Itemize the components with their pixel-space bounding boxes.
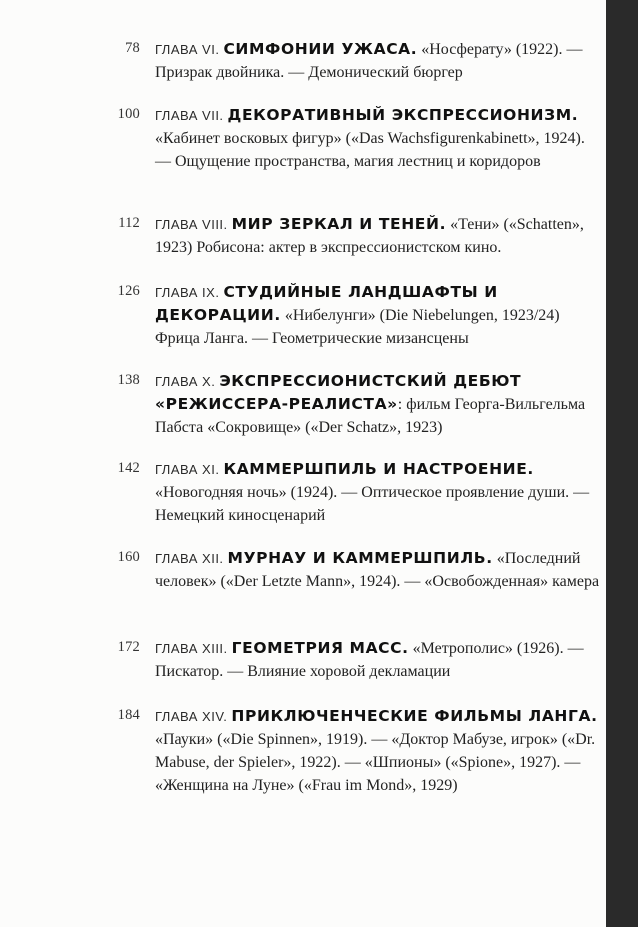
page-number: 160 xyxy=(117,549,140,565)
chapter-label: ГЛАВА XI. xyxy=(155,462,220,477)
entry-body xyxy=(155,705,600,797)
page-number: 112 xyxy=(118,215,140,231)
entry-body xyxy=(155,547,600,593)
page-number: 138 xyxy=(117,372,140,388)
page-number: 184 xyxy=(117,707,140,723)
chapter-title: ПРИКЛЮЧЕНЧЕСКИЕ ФИЛЬМЫ ЛАНГА. xyxy=(231,707,598,725)
page-number: 78 xyxy=(125,40,140,56)
chapter-description: «Последний человек» («Der Letzte Mann», 1924). — «Освобожденная» камера xyxy=(155,550,600,590)
chapter-title: СТУДИЙНЫЕ ЛАНДШАФТЫ И ДЕКОРАЦИИ. xyxy=(155,283,498,324)
chapter-title: ЭКСПРЕССИОНИСТСКИЙ ДЕБЮТ «РЕЖИССЕРА-РЕАЛИСТА» xyxy=(155,372,522,413)
chapter-description: «Нибелунги» (Die Niebelungen, 1923/24) Фрица Ланга. — Геометрические мизансцены xyxy=(155,307,560,347)
chapter-title: МУРНАУ И КАММЕРШПИЛЬ. xyxy=(227,549,493,567)
chapter-description: «Метрополис» (1926). — Пискатор. — Влияние хоровой декламации xyxy=(155,640,584,680)
chapter-title: СИМФОНИИ УЖАСА. xyxy=(223,40,418,58)
chapter-label: ГЛАВА XIII. xyxy=(155,641,228,656)
book-spine-edge xyxy=(606,0,638,927)
entry-body xyxy=(155,637,600,683)
chapter-label: ГЛАВА XIV. xyxy=(155,709,228,724)
entry-body xyxy=(155,281,600,350)
chapter-description: «Тени» («Schatten», 1923) Робисона: актер в экспрессионистском кино. xyxy=(155,216,584,256)
entry-body xyxy=(155,38,600,84)
page-number: 100 xyxy=(117,106,140,122)
page-number: 126 xyxy=(117,283,140,299)
chapter-label: ГЛАВА VII. xyxy=(155,108,224,123)
chapter-title: МИР ЗЕРКАЛ И ТЕНЕЙ. xyxy=(231,215,447,233)
page-number: 172 xyxy=(117,639,140,655)
chapter-title: ГЕОМЕТРИЯ МАСС. xyxy=(231,639,409,657)
entry-body xyxy=(155,213,600,259)
chapter-description: : фильм Георга-Вильгельма Пабста «Сокровище» («Der Schatz», 1923) xyxy=(155,396,586,436)
chapter-description: «Пауки» («Die Spinnen», 1919). — «Доктор Мабузе, игрок» («Dr. Mabuse, der Spieler», 1922). — «Шпионы» («Spione», 1927). — «Женщина на Луне» («Frau im Mond», 1929) xyxy=(155,731,596,794)
chapter-label: ГЛАВА IX. xyxy=(155,285,220,300)
chapter-title: ДЕКОРАТИВНЫЙ ЭКСПРЕССИОНИЗМ. xyxy=(227,106,579,124)
chapter-label: ГЛАВА VI. xyxy=(155,42,220,57)
chapter-label: ГЛАВА XII. xyxy=(155,551,224,566)
chapter-title: КАММЕРШПИЛЬ И НАСТРОЕНИЕ. xyxy=(223,460,534,478)
chapter-description: «Кабинет восковых фигур» («Das Wachsfigurenkabinett», 1924). — Ощущение пространства, магия лестниц и коридоров xyxy=(155,130,585,170)
entry-body xyxy=(155,458,600,527)
chapter-label: ГЛАВА X. xyxy=(155,374,216,389)
entry-body xyxy=(155,104,600,173)
chapter-description: «Новогодняя ночь» (1924). — Оптическое проявление души. — Немецкий киносценарий xyxy=(155,484,590,524)
chapter-description: «Носферату» (1922). — Призрак двойника. — Демонический бюргер xyxy=(155,41,583,81)
page-number: 142 xyxy=(117,460,140,476)
chapter-label: ГЛАВА VIII. xyxy=(155,217,228,232)
entry-body xyxy=(155,370,600,439)
